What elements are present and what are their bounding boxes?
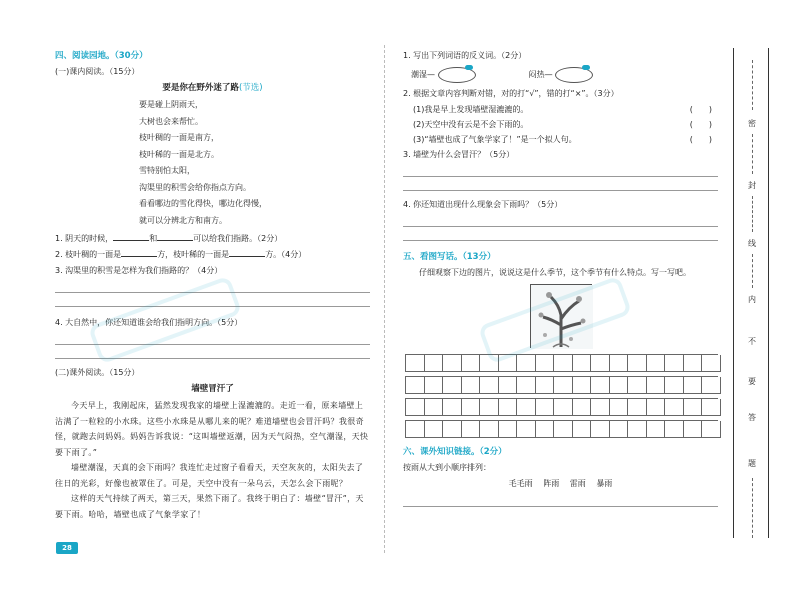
writing-cell[interactable]: [425, 399, 444, 416]
writing-cell[interactable]: [665, 399, 684, 416]
rain-word: 阵雨: [543, 479, 560, 488]
rain-word: 毛毛雨: [508, 479, 533, 488]
poem-line: 枝叶稀的一面是北方。: [139, 149, 219, 159]
poem-line: 枝叶稠的一面是南方，: [139, 133, 219, 142]
answer-line[interactable]: [55, 279, 370, 293]
writing-cell[interactable]: [573, 399, 592, 416]
writing-cell[interactable]: [499, 355, 518, 372]
writing-cell[interactable]: [462, 355, 481, 372]
writing-cell[interactable]: [480, 399, 499, 416]
writing-cell[interactable]: [406, 377, 425, 394]
answer-line[interactable]: [55, 331, 370, 345]
writing-cell[interactable]: [536, 355, 555, 372]
writing-cell[interactable]: [536, 377, 555, 394]
question-text: 和: [149, 234, 158, 243]
writing-cell[interactable]: [573, 421, 592, 438]
question-text: 方，枝叶稀的一面是: [157, 250, 230, 259]
writing-cell[interactable]: [591, 377, 610, 394]
writing-cell[interactable]: [443, 377, 462, 394]
poem-line: 大树也会来帮忙。: [139, 116, 203, 126]
section-5-prompt: 仔细观察下边的图片，说说这是什么季节，这个季节有什么特点。写一写吧。: [419, 268, 691, 277]
seal-dash: [752, 196, 753, 232]
page-number: 28: [56, 542, 78, 554]
writing-cell[interactable]: [462, 421, 481, 438]
seal-char: 要: [748, 377, 756, 386]
antonym-answer-oval[interactable]: [438, 67, 476, 83]
seal-dash: [752, 60, 753, 110]
writing-grid-row-4[interactable]: [405, 420, 718, 438]
answer-line[interactable]: [55, 345, 370, 359]
writing-cell[interactable]: [628, 421, 647, 438]
judge-item: [403, 102, 718, 117]
poem-line: 雪特别怕太阳，: [139, 166, 195, 175]
seal-dash: [752, 254, 753, 288]
answer-line[interactable]: [403, 227, 718, 241]
writing-cell[interactable]: [554, 399, 573, 416]
poem-title-note: (节选): [238, 83, 263, 93]
writing-cell[interactable]: [517, 377, 536, 394]
tree-picture: [530, 284, 592, 348]
poem-title: [55, 80, 370, 96]
writing-cell[interactable]: [665, 421, 684, 438]
writing-cell[interactable]: [665, 355, 684, 372]
writing-cell[interactable]: [480, 377, 499, 394]
seal-dash: [752, 134, 753, 174]
writing-cell[interactable]: [425, 355, 444, 372]
judge-answer[interactable]: ( ): [689, 105, 712, 114]
judge-text: (1)我是早上发现墙壁湿漉漉的。: [413, 105, 529, 114]
autumn-tree-icon: [531, 285, 593, 349]
writing-cell[interactable]: [425, 421, 444, 438]
left-column: [55, 48, 370, 522]
writing-cell[interactable]: [702, 355, 721, 372]
writing-cell[interactable]: [628, 399, 647, 416]
question-text: 可以给我们指路。（2分）: [193, 234, 283, 243]
answer-line[interactable]: [403, 493, 718, 507]
writing-cell[interactable]: [499, 421, 518, 438]
answer-line[interactable]: [403, 177, 718, 191]
question-text: 2. 枝叶稠的一面是: [55, 250, 122, 259]
writing-cell[interactable]: [684, 399, 703, 416]
writing-cell[interactable]: [702, 421, 721, 438]
writing-cell[interactable]: [684, 421, 703, 438]
question-4: 4. 大自然中，你还知道谁会给我们指明方向。（5分）: [55, 318, 243, 327]
writing-cell[interactable]: [443, 399, 462, 416]
writing-cell[interactable]: [665, 377, 684, 394]
antonym-word-2: 闷热—: [528, 70, 553, 79]
seal-line-right: [768, 48, 769, 538]
story-paragraph: 墙壁潮湿，天真的会下雨吗？我连忙走过窗子看看天，天空灰灰的，太阳失去了往日的光彩，好像也被罩住了。可是，天空中没有一朵乌云，天怎么会下雨呢？: [55, 463, 364, 488]
r-question-4: 4. 你还知道出现什么现象会下雨吗？（5分）: [403, 200, 563, 209]
answer-line[interactable]: [403, 163, 718, 177]
answer-blank[interactable]: [113, 232, 149, 241]
rain-word-list: [403, 475, 718, 493]
part-1-label: (一)课内阅读。（15分）: [55, 67, 140, 76]
seal-char: 封: [748, 181, 756, 190]
writing-cell[interactable]: [647, 399, 666, 416]
rain-word: 雷雨: [569, 479, 586, 488]
question-2: [55, 247, 370, 263]
writing-cell[interactable]: [610, 377, 629, 394]
writing-cell[interactable]: [647, 377, 666, 394]
seal-line-left: [733, 48, 734, 538]
section-4-heading: 四、阅读园地。（30分）: [55, 51, 148, 61]
answer-blank[interactable]: [121, 248, 157, 257]
seal-char: 答: [748, 413, 756, 422]
answer-line[interactable]: [55, 293, 370, 307]
writing-cell[interactable]: [499, 377, 518, 394]
antonym-word-1: 潮湿—: [411, 70, 435, 79]
seal-dash: [752, 478, 753, 538]
seal-char: 线: [748, 239, 756, 248]
part-2-label: (二)课外阅读。（15分）: [55, 368, 140, 377]
writing-cell[interactable]: [610, 399, 629, 416]
writing-grid-row-3[interactable]: [405, 398, 718, 416]
story-paragraph: 这样的天气持续了两天，第三天，果然下雨了。我终于明白了：墙壁“冒汗”，天要下雨。哈哈，墙壁也成了气象学家了！: [55, 494, 364, 519]
writing-grid-row-2[interactable]: [405, 376, 718, 394]
writing-cell[interactable]: [610, 355, 629, 372]
r-question-1: 1. 写出下列词语的反义词。（2分）: [403, 51, 527, 60]
writing-grid-row-1[interactable]: [405, 354, 718, 372]
r-question-3: 3. 墙壁为什么会冒汗？（5分）: [403, 150, 515, 159]
section-6-heading: 六、课外知识链接。（2分）: [403, 447, 507, 457]
section-6-prompt: 按雨从大到小顺序排列：: [403, 463, 491, 472]
writing-cell[interactable]: [443, 355, 462, 372]
judge-text: (3)“墙壁也成了气象学家了！”是一个拟人句。: [413, 135, 577, 144]
poem-line: 要是碰上阴雨天，: [139, 100, 203, 109]
writing-cell[interactable]: [517, 399, 536, 416]
poem-line: 就可以分辨北方和南方。: [139, 215, 227, 225]
story-paragraph: 今天早上，我刚起床，猛然发现我家的墙壁上湿漉漉的。走近一看，原来墙壁上沾满了一粒粒的小水珠。这些小水珠是从哪儿来的呢？难道墙壁也会冒汗吗？我很奇怪，就跑去问妈妈。妈妈告诉我说：“这叫墙壁返潮，因为天气闷热，空气潮湿，天快要下雨了。”: [55, 401, 369, 457]
seal-char: 密: [748, 119, 756, 128]
writing-cell[interactable]: [480, 355, 499, 372]
writing-cell[interactable]: [554, 377, 573, 394]
writing-cell[interactable]: [591, 355, 610, 372]
writing-cell[interactable]: [462, 399, 481, 416]
antonym-answer-oval[interactable]: [555, 67, 593, 83]
writing-cell[interactable]: [573, 377, 592, 394]
writing-cell[interactable]: [443, 421, 462, 438]
seal-char: 题: [748, 459, 756, 468]
judge-item: [403, 117, 718, 132]
writing-cell[interactable]: [517, 355, 536, 372]
writing-cell[interactable]: [647, 355, 666, 372]
right-column: [403, 48, 718, 507]
poem: [55, 97, 370, 229]
judge-answer[interactable]: ( ): [689, 135, 712, 144]
question-text: 方。（4分）: [265, 250, 307, 259]
answer-blank[interactable]: [229, 248, 265, 257]
writing-cell[interactable]: [406, 355, 425, 372]
seal-char: 不: [748, 337, 756, 346]
poem-line: 看看哪边的雪化得快，哪边化得慢，: [139, 199, 267, 208]
writing-cell[interactable]: [610, 421, 629, 438]
writing-cell[interactable]: [647, 421, 666, 438]
writing-cell[interactable]: [628, 355, 647, 372]
writing-cell[interactable]: [554, 355, 573, 372]
section-5-heading: 五、看图写话。（13分）: [403, 252, 496, 262]
writing-cell[interactable]: [425, 377, 444, 394]
judge-text: (2)天空中没有云是不会下雨的。: [413, 120, 529, 129]
writing-cell[interactable]: [499, 399, 518, 416]
question-1: [55, 231, 370, 247]
writing-cell[interactable]: [462, 377, 481, 394]
writing-cell[interactable]: [536, 399, 555, 416]
writing-cell[interactable]: [536, 421, 555, 438]
antonym-row: [403, 64, 718, 86]
writing-cell[interactable]: [554, 421, 573, 438]
poem-line: 沟渠里的积雪会给你指点方向。: [139, 182, 251, 192]
writing-cell[interactable]: [406, 399, 425, 416]
writing-cell[interactable]: [702, 377, 721, 394]
writing-cell[interactable]: [684, 377, 703, 394]
column-divider: [384, 45, 385, 553]
writing-cell[interactable]: [684, 355, 703, 372]
writing-cell[interactable]: [591, 399, 610, 416]
poem-title-text: 要是你在野外迷了路: [162, 83, 239, 93]
r-question-2: 2. 根据文章内容判断对错，对的打“√”，错的打“×”。（3分）: [403, 89, 619, 98]
question-text: 1. 阴天的时候，: [55, 234, 114, 243]
seal-char: 内: [748, 295, 756, 304]
judge-item: [403, 132, 718, 147]
rain-word: 暴雨: [596, 479, 613, 488]
question-3: 3. 沟渠里的积雪是怎样为我们指路的？（4分）: [55, 266, 223, 275]
writing-cell[interactable]: [480, 421, 499, 438]
writing-cell[interactable]: [702, 399, 721, 416]
writing-cell[interactable]: [628, 377, 647, 394]
judge-answer[interactable]: ( ): [689, 120, 712, 129]
story-title: 墙壁冒汗了: [191, 384, 234, 394]
writing-cell[interactable]: [517, 421, 536, 438]
writing-cell[interactable]: [573, 355, 592, 372]
writing-cell[interactable]: [591, 421, 610, 438]
answer-line[interactable]: [403, 213, 718, 227]
answer-blank[interactable]: [157, 232, 193, 241]
writing-cell[interactable]: [406, 421, 425, 438]
